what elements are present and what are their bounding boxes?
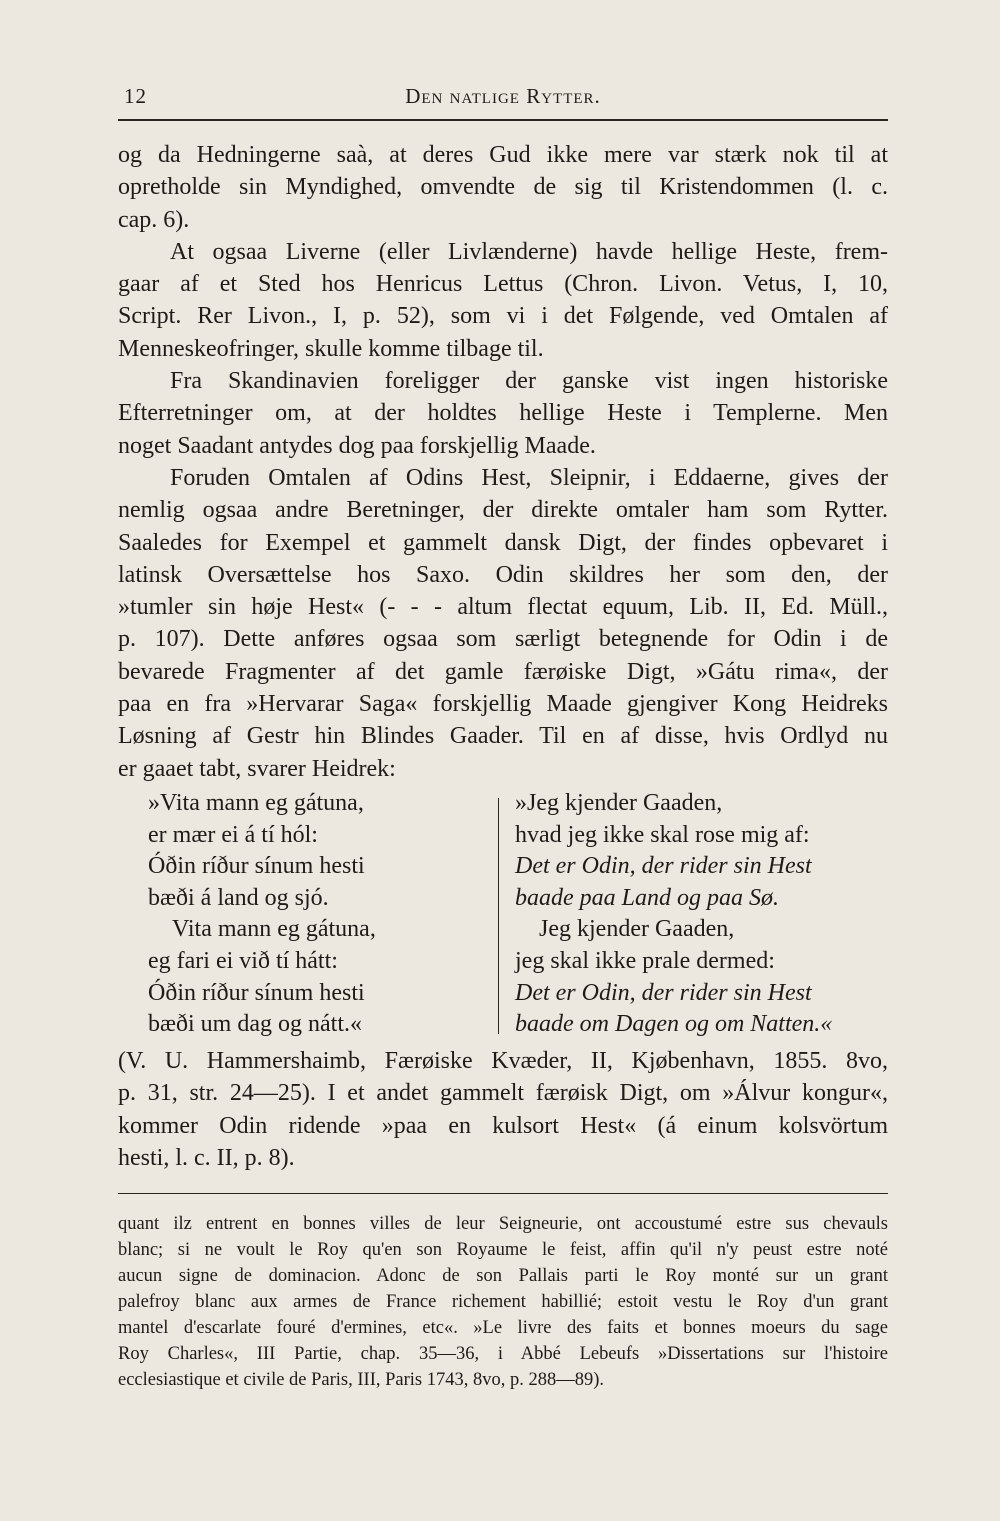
poem-line-original: »Vita mann eg gátuna,	[148, 790, 364, 816]
text-line: opretholde sin Myndighed, omvendte de sig til Kristendommen (l. c.	[118, 174, 888, 201]
poem-line-translation: baade paa Land og paa Sø.	[515, 884, 779, 911]
header-rule	[118, 119, 888, 121]
footnote-line: quant ilz entrent en bonnes villes de leur Seigneurie, ont accoustumé estre sus chevauls	[118, 1214, 888, 1234]
poem-line-original: bæði um dag og nátt.«	[148, 1011, 362, 1038]
footnote-line: ecclesiastique et civile de Paris, III, Paris 1743, 8vo, p. 288—89).	[118, 1370, 605, 1390]
footnote-line: blanc; si ne voult le Roy qu'en son Royaume le feist, affin qu'il n'y peust estre noté	[118, 1240, 888, 1260]
text-line: »tumler sin høje Hest« (- - - altum flectat equum, Lib. II, Ed. Müll.,	[118, 594, 888, 621]
footnote-line: Roy Charles«, III Partie, chap. 35—36, i Abbé Lebeufs »Dissertations sur l'histoire	[118, 1344, 888, 1364]
text-line: Menneskeofringer, skulle komme tilbage til.	[118, 335, 544, 362]
text-line: hesti, l. c. II, p. 8).	[118, 1144, 295, 1171]
footnote-line: mantel d'escarlate fouré d'ermines, etc«. »Le livre des faits et bonnes moeurs du sage	[118, 1318, 888, 1338]
poem-line-original: eg fari ei við tí hátt:	[148, 947, 338, 974]
text-line: paa en fra »Hervarar Saga« forskjellig Maade gjengiver Kong Heidreks	[118, 691, 888, 718]
text-line: og da Hedningerne saà, at deres Gud ikke mere var stærk nok til at	[118, 142, 888, 168]
poem-divider	[498, 798, 499, 1034]
running-title: Den natlige Rytter.	[405, 84, 601, 108]
footnote-line: palefroy blanc aux armes de France richement habillié; estoit vestu le Roy d'un grant	[118, 1292, 888, 1312]
poem-block	[118, 788, 888, 1048]
page-number: 12	[124, 84, 147, 108]
text-line: Efterretninger om, at der holdtes hellige Heste i Templerne. Men	[118, 400, 888, 427]
poem-line-original: Vita mann eg gátuna,	[172, 916, 376, 943]
poem-line-original: Óðin ríður sínum hesti	[148, 853, 365, 880]
poem-line-translation: Jeg kjender Gaaden,	[539, 916, 735, 943]
poem-line-original: er mær ei á tí hól:	[148, 821, 318, 848]
main-text	[118, 139, 888, 785]
footnote	[118, 1211, 888, 1393]
text-line: (V. U. Hammershaimb, Færøiske Kvæder, II, Kjøbenhavn, 1855. 8vo,	[118, 1048, 888, 1074]
poem-translation-column	[515, 788, 895, 1041]
text-line: p. 31, str. 24—25). I et andet gammelt færøisk Digt, om »Álvur kongur«,	[118, 1080, 888, 1107]
text-line: Foruden Omtalen af Odins Hest, Sleipnir, i Eddaerne, gives der	[170, 464, 888, 491]
text-line: nemlig ogsaa andre Beretninger, der direkte omtaler ham som Rytter.	[118, 497, 888, 524]
text-line: Løsning af Gestr hin Blindes Gaader. Til en af disse, hvis Ordlyd nu	[118, 723, 888, 750]
footnote-line: aucun signe de dominacion. Adonc de son Pallais parti le Roy monté sur un grant	[118, 1266, 888, 1286]
poem-line-translation: Det er Odin, der rider sin Hest	[515, 853, 812, 880]
poem-line-original: Óðin ríður sínum hesti	[148, 979, 365, 1006]
poem-line-translation: Det er Odin, der rider sin Hest	[515, 979, 812, 1006]
poem-line-original: bæði á land og sjó.	[148, 884, 329, 911]
after-poem-text	[118, 1045, 888, 1174]
text-line: gaar af et Sted hos Henricus Lettus (Chron. Livon. Vetus, I, 10,	[118, 271, 888, 298]
text-line: Saaledes for Exempel et gammelt dansk Digt, der findes opbevaret i	[118, 529, 888, 556]
running-header	[118, 84, 888, 114]
text-line: Script. Rer Livon., I, p. 52), som vi i det Følgende, ved Omtalen af	[118, 303, 888, 330]
text-line: latinsk Oversættelse hos Saxo. Odin skildres her som den, der	[118, 561, 888, 588]
poem-original-column	[148, 788, 488, 1041]
text-line: Fra Skandinavien foreligger der ganske vist ingen historiske	[170, 368, 888, 395]
text-line: cap. 6).	[118, 206, 190, 233]
poem-line-translation: hvad jeg ikke skal rose mig af:	[515, 821, 810, 848]
footnote-rule	[118, 1193, 888, 1194]
text-line: kommer Odin ridende »paa en kulsort Hest« (á einum kolsvörtum	[118, 1112, 888, 1139]
text-line: noget Saadant antydes dog paa forskjellig Maade.	[118, 432, 596, 459]
poem-line-translation: jeg skal ikke prale dermed:	[515, 947, 775, 974]
poem-line-translation: baade om Dagen og om Natten.«	[515, 1011, 833, 1038]
text-line: At ogsaa Liverne (eller Livlænderne) havde hellige Heste, frem-	[170, 238, 888, 265]
poem-line-translation: »Jeg kjender Gaaden,	[515, 790, 723, 816]
text-line: p. 107). Dette anføres ogsaa som særligt betegnende for Odin i de	[118, 626, 888, 653]
text-line: er gaaet tabt, svarer Heidrek:	[118, 755, 396, 782]
text-line: bevarede Fragmenter af det gamle færøiske Digt, »Gátu rima«, der	[118, 658, 888, 685]
